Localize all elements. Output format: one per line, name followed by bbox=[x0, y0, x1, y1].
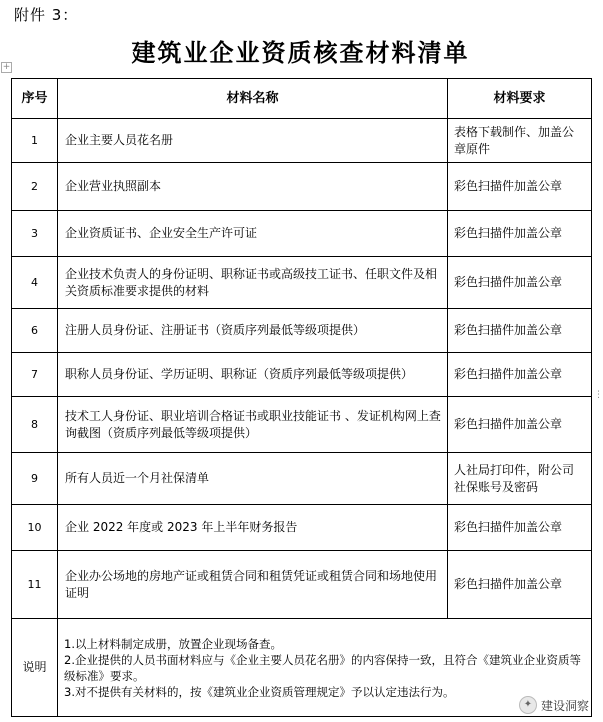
row-material-name: 企业技术负责人的身份证明、职称证书或高级技工证书、任职文件及相关资质标准要求提供的材料 bbox=[58, 257, 448, 309]
watermark-text: 建设洞察 bbox=[540, 698, 589, 713]
table-move-handle-icon[interactable]: + bbox=[2, 62, 11, 72]
row-material-name: 所有人员近一个月社保清单 bbox=[58, 453, 448, 505]
row-material-name: 注册人员身份证、注册证书（资质序列最低等级项提供） bbox=[58, 309, 448, 353]
row-requirement: 彩色扫描件加盖公章 bbox=[448, 551, 592, 619]
watermark bbox=[519, 696, 589, 714]
notes-content bbox=[58, 619, 592, 717]
row-material-name: 企业办公场地的房地产证或租赁合同和租赁凭证或租赁合同和场地使用证明 bbox=[58, 551, 448, 619]
row-no: 11 bbox=[12, 551, 58, 619]
row-requirement: 彩色扫描件加盖公章 bbox=[448, 309, 592, 353]
row-requirement: 彩色扫描件加盖公章 bbox=[448, 505, 592, 551]
notes-label: 说明 bbox=[12, 619, 58, 717]
row-no: 9 bbox=[12, 453, 58, 505]
table-row bbox=[12, 505, 592, 551]
row-material-name: 企业主要人员花名册 bbox=[58, 119, 448, 163]
note-line: 3.对不提供有关材料的，按《建筑业企业资质管理规定》予以认定违法行为。 bbox=[64, 684, 455, 699]
document-title: 建筑业企业资质核查材料清单 bbox=[131, 38, 470, 67]
column-header-name: 材料名称 bbox=[58, 79, 448, 119]
attachment-label: 附件 3： bbox=[14, 6, 79, 24]
row-material-name: 企业资质证书、企业安全生产许可证 bbox=[58, 211, 448, 257]
row-requirement: 彩色扫描件加盖公章 bbox=[448, 163, 592, 211]
table-row bbox=[12, 353, 592, 397]
row-no: 2 bbox=[12, 163, 58, 211]
wechat-icon: ✦ bbox=[519, 696, 537, 714]
row-requirement: 彩色扫描件加盖公章 bbox=[448, 397, 592, 453]
row-requirement: 彩色扫描件加盖公章 bbox=[448, 257, 592, 309]
row-no: 8 bbox=[12, 397, 58, 453]
row-no: 6 bbox=[12, 309, 58, 353]
row-requirement: 彩色扫描件加盖公章 bbox=[448, 353, 592, 397]
row-material-name: 企业营业执照副本 bbox=[58, 163, 448, 211]
note-line: 2.企业提供的人员书面材料应与《企业主要人员花名册》的内容保持一致，且符合《建筑业企业资质等级标准》要求。 bbox=[64, 652, 581, 683]
note-line: 1.以上材料制定成册，放置企业现场备查。 bbox=[64, 636, 282, 651]
row-requirement: 彩色扫描件加盖公章 bbox=[448, 211, 592, 257]
row-material-name: 技术工人身份证、职业培训合格证书或职业技能证书 、发证机构网上查询截图（资质序列最低等级项提供） bbox=[58, 397, 448, 453]
table-row bbox=[12, 211, 592, 257]
row-material-name: 企业 2022 年度或 2023 年上半年财务报告 bbox=[58, 505, 448, 551]
row-no: 4 bbox=[12, 257, 58, 309]
table-row bbox=[12, 551, 592, 619]
table-row bbox=[12, 119, 592, 163]
row-material-name: 职称人员身份证、学历证明、职称证（资质序列最低等级项提供） bbox=[58, 353, 448, 397]
table-row bbox=[12, 257, 592, 309]
row-no: 1 bbox=[12, 119, 58, 163]
table-row bbox=[12, 163, 592, 211]
row-requirement: 人社局打印件，附公司社保账号及密码 bbox=[448, 453, 592, 505]
table-header-row bbox=[12, 79, 592, 119]
table-row bbox=[12, 397, 592, 453]
notes-row bbox=[12, 619, 592, 717]
row-requirement: 表格下载制作、加盖公章原件 bbox=[448, 119, 592, 163]
row-no: 3 bbox=[12, 211, 58, 257]
table-row bbox=[12, 453, 592, 505]
column-header-requirement: 材料要求 bbox=[448, 79, 592, 119]
row-no: 7 bbox=[12, 353, 58, 397]
materials-table bbox=[11, 78, 592, 717]
row-no: 10 bbox=[12, 505, 58, 551]
resize-handle-icon[interactable]: ⋮ bbox=[594, 390, 603, 400]
column-header-no: 序号 bbox=[12, 79, 58, 119]
table-row bbox=[12, 309, 592, 353]
